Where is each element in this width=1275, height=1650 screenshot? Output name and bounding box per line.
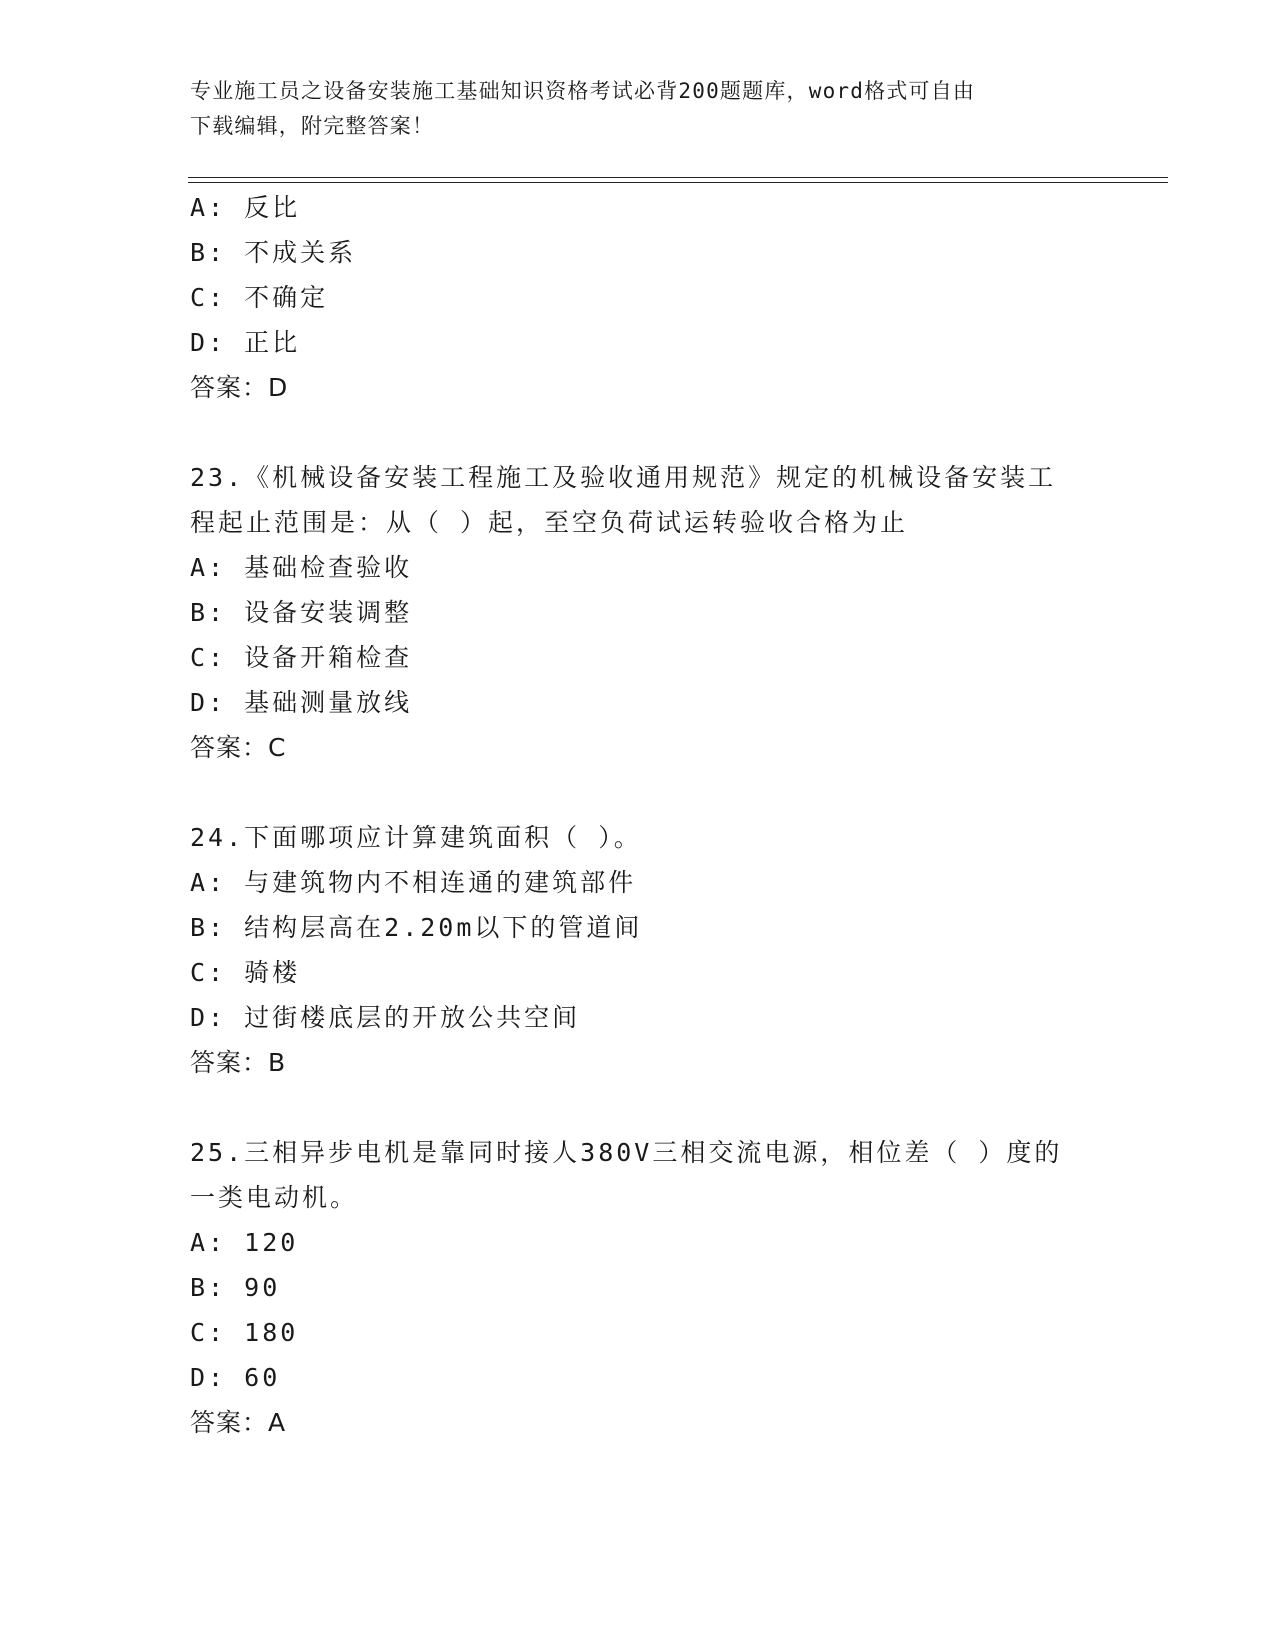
q22-option-b: B: 不成关系 [190,238,357,267]
q25-stem-line-1: 25.三相异步电机是靠同时接人380V三相交流电源，相位差（ ）度的 [190,1138,1063,1167]
q24-option-a: A: 与建筑物内不相连通的建筑部件 [190,868,637,897]
header-line-2: 下载编辑，附完整答案！ [190,114,435,138]
q22-option-c: C: 不确定 [190,283,329,312]
q25-option-c: C: 180 [190,1318,299,1347]
q22-answer: 答案：D [190,373,289,402]
q22-option-a: A: 反比 [190,193,301,222]
q23-option-a: A: 基础检查验收 [190,553,413,582]
q25-answer: 答案：A [190,1408,287,1437]
document-header [190,74,1090,144]
q24-option-b: B: 结构层高在2.20m以下的管道间 [190,913,643,942]
q25-stem-line-2: 一类电动机。 [190,1183,359,1212]
q23-stem-line-1: 23.《机械设备安装工程施工及验收通用规范》规定的机械设备安装工 [190,463,1057,492]
header-line-1: 专业施工员之设备安装施工基础知识资格考试必背200题题库，word格式可自由 [190,79,976,103]
q25-option-a: A: 120 [190,1228,299,1257]
q25-option-b: B: 90 [190,1273,281,1302]
header-divider-top [188,177,1168,178]
q24-option-d: D: 过街楼底层的开放公共空间 [190,1003,581,1032]
q23-option-d: D: 基础测量放线 [190,688,413,717]
q24-stem: 24.下面哪项应计算建筑面积（ ）。 [190,823,642,852]
q25-option-d: D: 60 [190,1363,281,1392]
q23-stem-line-2: 程起止范围是：从（ ）起，至空负荷试运转验收合格为止 [190,508,909,537]
q24-option-c: C: 骑楼 [190,958,301,987]
header-divider-bottom [188,182,1168,183]
q24-answer: 答案：B [190,1048,287,1077]
q23-option-c: C: 设备开箱检查 [190,643,413,672]
q23-answer: 答案：C [190,733,287,762]
q23-option-b: B: 设备安装调整 [190,598,413,627]
q22-option-d: D: 正比 [190,328,301,357]
